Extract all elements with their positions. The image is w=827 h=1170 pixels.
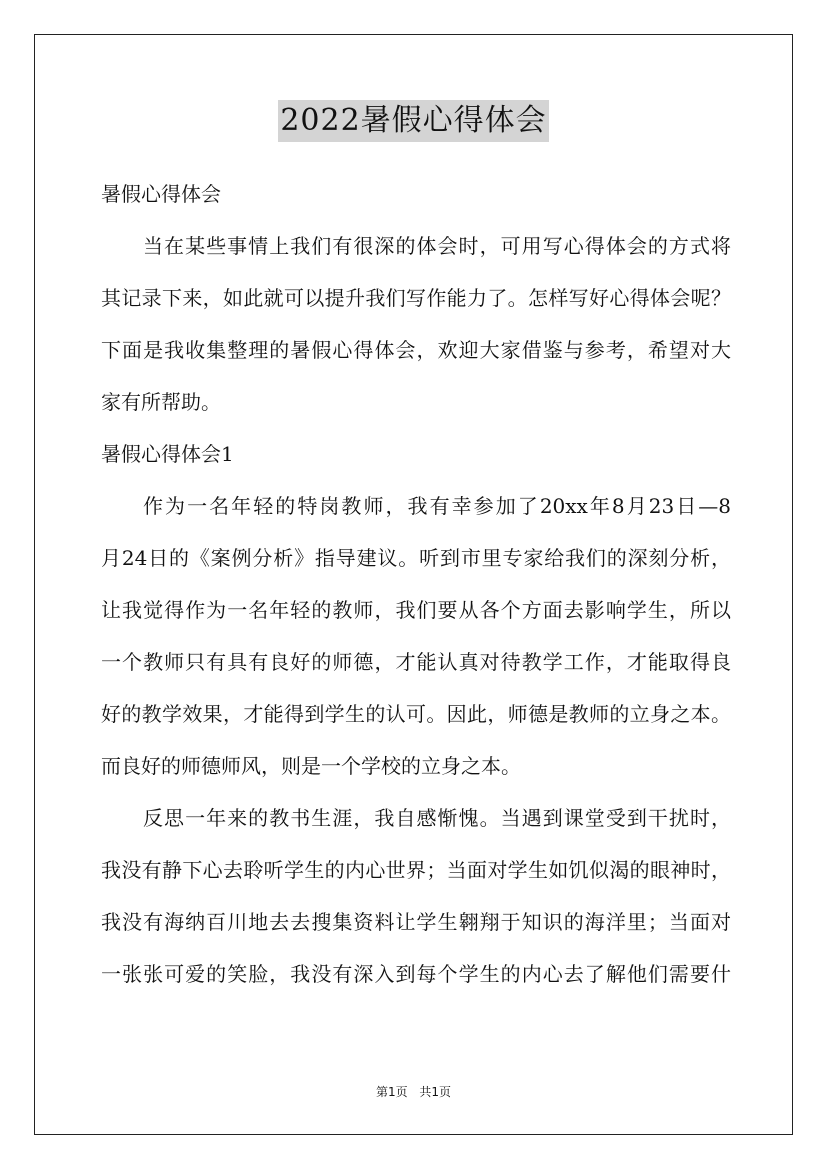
paragraph-line: 反思一年来的教书生涯，我自感惭愧。当遇到课堂受到干扰时， <box>143 806 731 830</box>
page-number: 第1页 <box>375 1085 408 1099</box>
section-heading: 暑假心得体会1 <box>101 442 234 466</box>
document-title: 2022暑假心得体会 <box>278 100 548 142</box>
paragraph-line: 让我觉得作为一名年轻的教师，我们要从各个方面去影响学生，所以 <box>101 598 731 622</box>
page-total: 共1页 <box>419 1085 452 1099</box>
document-body <box>101 168 731 1000</box>
paragraph-line: 当在某些事情上我们有很深的体会时，可用写心得体会的方式将 <box>143 234 731 258</box>
paragraph-line: 作为一名年轻的特岗教师，我有幸参加了20xx年8月23日—8 <box>143 494 731 518</box>
paragraph-line: 下面是我收集整理的暑假心得体会，欢迎大家借鉴与参考，希望对大 <box>101 338 731 362</box>
section-heading: 暑假心得体会 <box>101 182 221 206</box>
paragraph-line: 我没有海纳百川地去去搜集资料让学生翱翔于知识的海洋里；当面对 <box>101 910 731 934</box>
paragraph-line: 好的教学效果，才能得到学生的认可。因此，师德是教师的立身之本。 <box>101 702 731 726</box>
paragraph-line: 我没有静下心去聆听学生的内心世界；当面对学生如饥似渴的眼神时， <box>101 858 731 882</box>
paragraph-line: 而良好的师德师风，则是一个学校的立身之本。 <box>101 754 521 778</box>
paragraph-line: 月24日的《案例分析》指导建议。听到市里专家给我们的深刻分析， <box>101 546 731 570</box>
title-container <box>0 100 827 142</box>
paragraph-line: 其记录下来，如此就可以提升我们写作能力了。怎样写好心得体会呢？ <box>101 286 731 310</box>
paragraph-line: 家有所帮助。 <box>101 390 221 414</box>
paragraph-line: 一张张可爱的笑脸，我没有深入到每个学生的内心去了解他们需要什 <box>101 962 731 986</box>
page-footer <box>0 1083 827 1100</box>
paragraph-line: 一个教师只有具有良好的师德，才能认真对待教学工作，才能取得良 <box>101 650 731 674</box>
